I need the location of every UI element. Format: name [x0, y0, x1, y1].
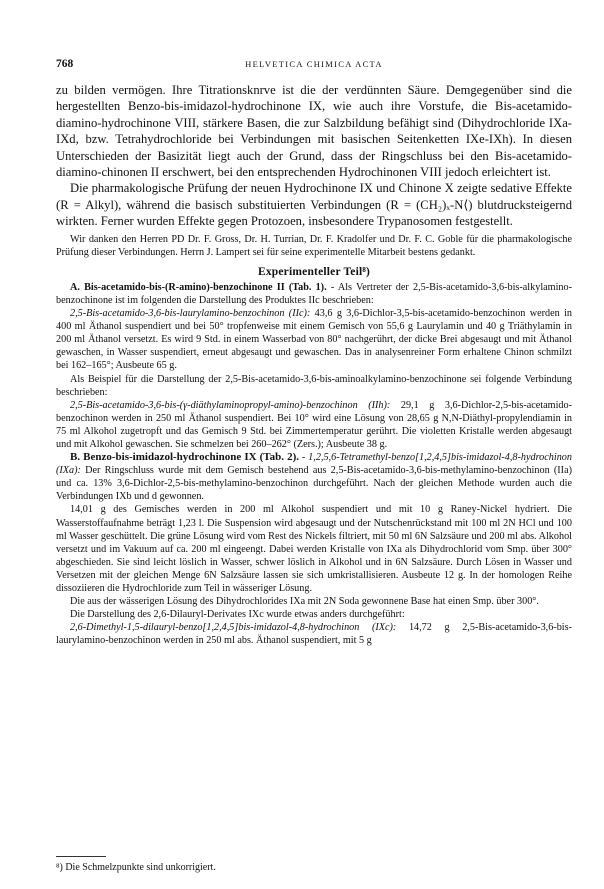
example-1-text: 43,6 g 3,6-Dichlor-3,5-bis-acetamido-benzochinon werden in 400 ml Äthanol suspendiert und bei 50° tropfenweise mit einem Gemisch von 55,6 g Laurylamin und 40 g Triäthylamin in 200 ml Äthanol versetzt. Es wird 9 Std. in einem Wasserbad von 80° nachgerührt, der dicke Brei abgesaugt und mit Äthanol gewaschen, in Wasser suspendiert, erneut abgesaugt und gewaschen. Das in analysenreiner Form erhaltene Chinon schmilzt bei 162–165°; Ausbeute 65 g. [56, 308, 572, 372]
compound-name-ixc: 2,6-Dimethyl-1,5-dilauryl-benzo[1,2,4,5]bis-imidazol-4,8-hydrochinon (IXc): [70, 622, 397, 634]
part-a-heading: A. Bis-acetamido-bis-(R-amino)-benzochinone II (Tab. 1). [70, 281, 327, 293]
part-a-example-2 [56, 399, 572, 451]
intro-paragraph-2: Die pharmakologische Prüfung der neuen Hydrochinone IX und Chinone X zeigte sedative Effekte (R = Alkyl), während die basisch substituierten Verbindungen (R = (CH₂)ₓ-N⟨) blutdrucksteigernd wirkten. Ferner wurden Effekte gegen Protozoen, insbesondere Trypanosomen festgestellt. [56, 181, 572, 229]
part-a [56, 281, 572, 451]
page-header [56, 58, 572, 72]
acknowledgement-section [56, 233, 572, 259]
page-body [56, 82, 572, 647]
page-number: 768 [56, 58, 74, 70]
part-b-example-text: 14,72 g 2,5-Bis-acetamido-3,6-bis-laurylamino-benzochinon werden in 250 ml abs. Äthanol suspendiert, mit 5 g [56, 622, 572, 647]
part-b-text-1: Der Ringschluss wurde mit dem Gemisch bestehend aus 2,5-Bis-acetamido-3,6-bis-methylamino-benzochinon (IIa) und ca. 13% 3,6-Dichlor-2,5-bis-methylamino-benzochinon durchgeführt. Nach der gleichen Methode wurden auch die Verbindungen IXb und d gewonnen. [56, 465, 572, 503]
acknowledgement: Wir danken den Herren PD Dr. F. Gross, Dr. H. Turrian, Dr. F. Kradolfer und Dr. F. C. Goble für die pharmakologische Prüfung dieser Verbindungen. Herrn J. Lampert sei für seine experimentelle Mitarbeit bestens gedankt. [56, 233, 572, 258]
part-a-paragraph [56, 281, 572, 307]
compound-name-ixa: 1,2,5,6-Tetramethyl-benzo[1,2,4,5]bis-imidazol-4,8-hydrochinon (IXa): [56, 452, 572, 477]
compound-name-iic: 2,5-Bis-acetamido-3,6-bis-laurylamino-benzochinon (IIc): [70, 308, 311, 320]
footnote: ⁸) Die Schmelzpunkte sind unkorrigiert. [56, 862, 216, 873]
part-b-heading: B. Benzo-bis-imidazol-hydrochinone IX (Tab. 2). [70, 451, 300, 464]
section-heading: Experimenteller Teil⁸) [257, 265, 371, 278]
part-a-example-2-intro: Als Beispiel für die Darstellung der 2,5-Bis-acetamido-3,6-bis-aminoalkylamino-benzochinone sei folgende Verbindung beschrieben: [56, 373, 572, 398]
intro-section [56, 82, 572, 230]
part-b-example [56, 621, 572, 647]
part-b-text-3: Die aus der wässerigen Lösung des Dihydrochlorides IXa mit 2N Soda gewonnene Base hat einen Smp. über 300°. [70, 596, 539, 608]
intro-paragraph-1: zu bilden vermögen. Ihre Titrationsknrve ist die der verdünnten Säure. Demgegenüber sind die hergestellten Benzo-bis-imidazol-hydrochinone IX, wie auch ihre Vorstufe, die Bis-acetamido-diamino-hydrochinone VIII, stärkere Basen, die zur Salzbildung befähigt sind (Dihydrochloride IXa-IXd, bzw. Tetrahydrochloride bei Verbindungen mit basischen Seitenketten IXe-IXh). In diesen Unterschieden der Basizität liegt auch der Grund, dass der Ringschluss bei den Bis-acetamido-diamino-chinonen II erschwert, bei den entsprechenden Hydrochinonen VIII jedoch erleichtert ist. [56, 83, 572, 180]
part-a-example-1 [56, 307, 572, 372]
part-a-intro: - Als Vertreter der 2,5-Bis-acetamido-3,6-bis-alkylamino-benzochinone ist im folgenden die Darstellung des Produktes IIc beschrieben: [56, 281, 573, 306]
part-b-paragraph [56, 451, 572, 503]
journal-title: HELVETICA CHIMICA ACTA [245, 59, 383, 69]
part-b-text-4: Die Darstellung des 2,6-Dilauryl-Derivates IXc wurde etwas anders durchgeführt: [70, 609, 405, 621]
part-b [56, 451, 572, 647]
part-b-text-2: 14,01 g des Gemisches werden in 200 ml Alkohol suspendiert und mit 10 g Raney-Nickel hydriert. Die Wasserstoffaufnahme beträgt 1,23 l. Die Suspension wird abgesaugt und der Nutschenrückstand mit 100 ml 2N HCl und 100 ml Wasser geschüttelt. Die grüne Lösung wird vom Rest des Nickels filtriert, mit 50 ml 6N Salzsäure und 200 ml abs. Alkohol versetzt und im Vakuum auf ca. 200 ml eingeengt. Dabei werden Kristalle von IXa als Dihydrochlorid vom Smp. über 300° abgeschieden. Sie sind leicht löslich in Wasser, schwer löslich in Alkohol und in 6N Salzsäure. Durch Lösen in Wasser und Versetzen mit der gleichen Menge 6N Salzsäure lassen sie sich umkristallisieren. Ausbeute 12 g. In der homologen Reihe dissoziieren die Hydrochloride zum Teil in wässeriger Lösung. [56, 504, 572, 594]
part-b-dash: - [299, 452, 309, 464]
example-2-text: 29,1 g 3,6-Dichlor-2,5-bis-acetamido-benzochinon werden in 250 ml Äthanol suspendiert. Bei 10° wird eine Lösung von 28,65 g N,N-Diäthyl-propylendiamin in 75 ml Alkohol zugetropft und das Gemisch 9 Std. bei Zimmertemperatur gerührt. Die violetten Kristalle werden abgesaugt und mit Alkohol gewaschen. Sie schmelzen bei 260–262° (Zers.); Ausbeute 38 g. [56, 399, 572, 450]
footnote-divider [56, 856, 106, 857]
compound-name-iih: 2,5-Bis-acetamido-3,6-bis-(γ-diäthylaminopropyl-amino)-benzochinon (IIh): [70, 399, 391, 411]
